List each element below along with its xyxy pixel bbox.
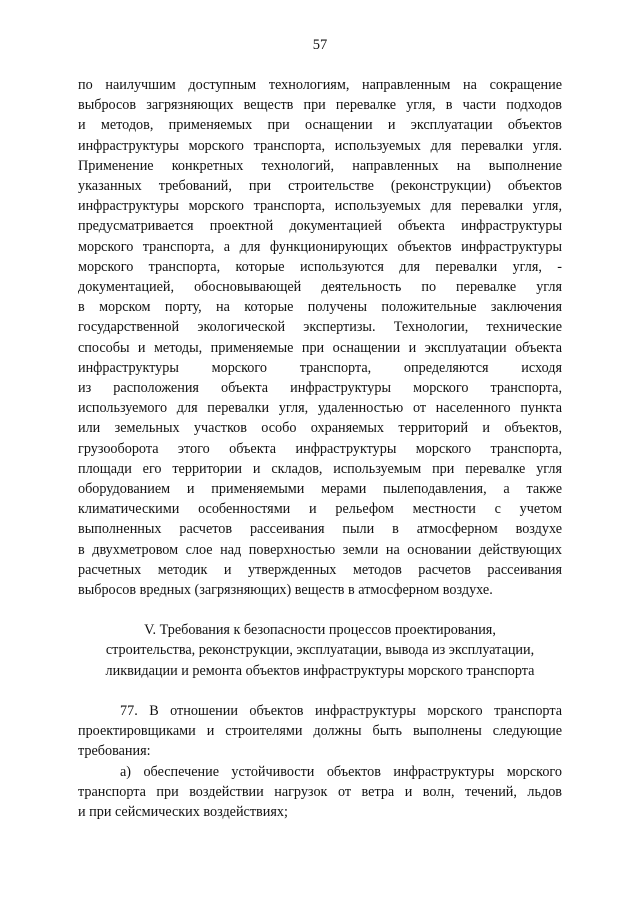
text-line: инфраструктуры морского транспорта, определяются исходя bbox=[78, 359, 562, 376]
text-line: выбросов вредных (загрязняющих) веществ в атмосферном воздухе. bbox=[78, 582, 493, 599]
text-line: морского транспорта, которые используются для перевалки угля, - bbox=[78, 258, 562, 275]
text-line: государственной экологической экспертизы. Технологии, технические bbox=[78, 319, 562, 336]
document-body bbox=[78, 75, 562, 822]
text-line: Применение конкретных технологий, направленных на выполнение bbox=[78, 157, 562, 174]
text-line: из расположения объекта инфраструктуры морского транспорта, bbox=[78, 380, 562, 397]
text-line: предусматривается проектной документацией объекта инфраструктуры bbox=[78, 218, 562, 235]
text-line: оборудованием и применяемыми мерами пылеподавления, а также bbox=[78, 481, 562, 498]
text-line: или земельных участков особо охраняемых территорий и объектов, bbox=[78, 420, 562, 437]
text-line: выбросов загрязняющих веществ при перевалке угля, в части подходов bbox=[78, 97, 562, 114]
text-line: документацией, обосновывающей деятельность по перевалке угля bbox=[78, 279, 562, 296]
list-item-a bbox=[78, 762, 562, 823]
page-number: 57 bbox=[312, 37, 328, 53]
text-line: а) обеспечение устойчивости объектов инфраструктуры морского bbox=[120, 763, 562, 780]
text-line: и при сейсмических воздействиях; bbox=[78, 803, 288, 820]
text-line: указанных требований, при строительстве (реконструкции) объектов bbox=[78, 178, 562, 195]
paragraph-continuation bbox=[78, 75, 562, 600]
text-line: требования: bbox=[78, 743, 151, 760]
text-line: морского транспорта, а для функционирующих объектов инфраструктуры bbox=[78, 238, 562, 255]
text-line: инфраструктуры морского транспорта, используемых для перевалки угля, bbox=[78, 198, 562, 215]
heading-line: строительства, реконструкции, эксплуатации, вывода из эксплуатации, bbox=[105, 642, 535, 659]
text-line: проектировщиками и строителями должны быть выполнены следующие bbox=[78, 723, 562, 740]
text-line: в двухметровом слое над поверхностью земли на основании действующих bbox=[78, 541, 562, 558]
text-line: грузооборота этого объекта инфраструктуры морского транспорта, bbox=[78, 440, 562, 457]
paragraph-77 bbox=[78, 701, 562, 762]
text-line: способы и методы, применяемые при оснащении и эксплуатации объекта bbox=[78, 339, 562, 356]
heading-line: V. Требования к безопасности процессов проектирования, bbox=[144, 622, 496, 639]
spacer bbox=[78, 681, 562, 701]
text-line: по наилучшим доступным технологиям, направленным на сокращение bbox=[78, 77, 562, 93]
text-line: в морском порту, на которые получены положительные заключения bbox=[78, 299, 562, 316]
text-line: выполненных расчетов рассеивания пыли в атмосферном воздухе bbox=[78, 521, 562, 538]
text-line: транспорта при воздействии нагрузок от ветра и волн, течений, льдов bbox=[78, 783, 562, 800]
spacer bbox=[78, 600, 562, 620]
text-line: используемого для перевалки угля, удаленностью от населенного пункта bbox=[78, 400, 562, 417]
text-line: климатическими особенностями и рельефом местности с учетом bbox=[78, 501, 562, 518]
section-heading bbox=[78, 620, 562, 681]
heading-line: ликвидации и ремонта объектов инфраструктуры морского транспорта bbox=[105, 662, 535, 679]
text-line: 77. В отношении объектов инфраструктуры морского транспорта bbox=[120, 702, 562, 719]
text-line: расчетных методик и утвержденных методов расчетов рассеивания bbox=[78, 561, 562, 578]
text-line: площади его территории и складов, используемым при перевалке угля bbox=[78, 460, 562, 477]
text-line: и методов, применяемых при оснащении и эксплуатации объектов bbox=[78, 117, 562, 134]
text-line: инфраструктуры морского транспорта, используемых для перевалки угля. bbox=[78, 137, 562, 154]
